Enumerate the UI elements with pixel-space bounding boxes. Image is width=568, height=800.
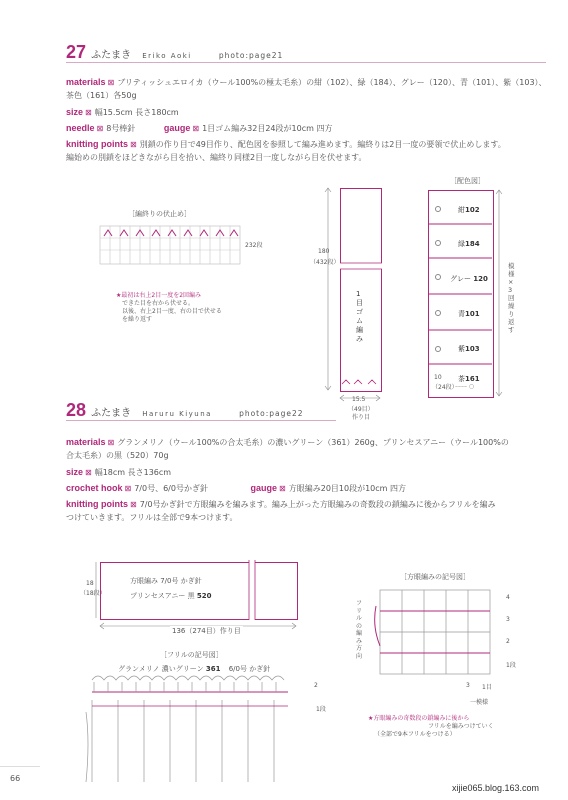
pattern27-number: 27	[66, 42, 87, 62]
stripe-6: 茶161	[458, 375, 480, 383]
gauge-label: gauge	[163, 123, 191, 133]
mesh-note	[368, 715, 494, 739]
stripe-4: 青101	[458, 310, 480, 318]
panel-width: 136（274目）作り目	[172, 627, 241, 635]
bullet-icon: ⊠	[130, 500, 137, 509]
scarf27-cast-on: 作り目	[352, 414, 371, 421]
bindoff-title: ［編終りの伏止め］	[128, 210, 191, 218]
mesh-note-line2: フリルを編みつけていく	[428, 723, 494, 730]
mesh-row-2: 2	[506, 638, 510, 645]
stripe-2: 緑184	[458, 240, 480, 248]
gauge-label: gauge	[250, 483, 278, 493]
scarf27-length: 180	[318, 248, 330, 255]
footer-rule	[0, 766, 40, 767]
hook-label: crochet hook	[66, 483, 123, 493]
pattern27-header	[66, 42, 283, 63]
scarf27-width: 15.5	[352, 396, 366, 403]
stripe-6-marks: –––– ○	[455, 383, 475, 390]
bindoff-note-line3: 以後、右上2目一度、右の目で伏せる	[122, 308, 222, 315]
materials-label: materials	[66, 437, 106, 447]
pattern28-knitting-cont: つけていきます。フリルは全部で9本つけます。	[66, 513, 238, 522]
frill-row-1: 1段	[316, 706, 326, 713]
knitting-text: 別鎖の作り目で49目作り、配色図を参照して編み進めます。編終りは2目一度の要領で伏止めします。	[139, 140, 506, 149]
pattern28-author: Haruru Kiyuna	[142, 410, 212, 418]
gauge-text: 1目ゴム編み32目24段が10cm 四方	[202, 124, 333, 133]
knitting-points-label: knitting points	[66, 499, 128, 509]
scarf27-length-rows: （432段）	[310, 259, 340, 266]
repeat-note: 模様×3回繰り返す	[508, 262, 515, 334]
size-text: 幅18cm 長さ136cm	[94, 468, 172, 477]
stripe-height: 10	[434, 374, 442, 381]
pattern28-materials-cont: 合太毛糸）の黒（520）70g	[66, 451, 169, 460]
mesh-row-3: 3	[506, 616, 510, 623]
size-label: size	[66, 107, 84, 117]
pattern27-knitting-cont: 編始めの別鎖をほどきながら目を拾い、編終り同様2目一度しながら目を伏せます。	[66, 153, 367, 162]
pattern27-needle-gauge	[66, 122, 546, 135]
bindoff-rows: 232段	[245, 242, 263, 249]
needle-text: 8号棒針	[106, 124, 136, 133]
repeat-arrow	[495, 190, 505, 398]
stripe-dot-icon	[435, 310, 441, 316]
bullet-icon: ⊠	[85, 108, 92, 117]
panel-main-label: 方眼編み 7/0号 かぎ針	[130, 577, 202, 585]
scarf27-length-arrow	[322, 188, 334, 392]
frill-row-2: 2	[314, 682, 318, 689]
bullet-icon: ⊠	[85, 468, 92, 477]
bindoff-note-line1: ★最初は右上2目一度を2回編み	[116, 292, 202, 299]
bullet-icon: ⊠	[107, 438, 115, 447]
knitting-points-label: knitting points	[66, 139, 128, 149]
frill-chart-title: ［フリルの記号図］	[160, 651, 223, 659]
bindoff-note-line2: できた目を右から伏せる。	[122, 300, 195, 307]
materials-label: materials	[66, 77, 106, 87]
panel-height: 18	[86, 580, 94, 587]
gauge-text: 方眼編み20目10段が10cm 四方	[288, 484, 407, 493]
pattern27-photo-ref: photo:page21	[218, 51, 284, 60]
bullet-icon: ⊠	[279, 484, 286, 493]
stripe-rows: （24段）	[432, 384, 458, 391]
pattern28-title: ふたまき	[91, 408, 132, 419]
pattern28-rule	[66, 420, 336, 421]
color-chart-dividers	[428, 190, 494, 398]
pattern28-number: 28	[66, 400, 87, 420]
mesh-note-line1: ★方眼編みの奇数段の鎖編みに後から	[368, 715, 470, 722]
size-label: size	[66, 467, 84, 477]
frill-chart	[78, 672, 318, 782]
pattern27-materials	[66, 76, 546, 89]
pattern28-materials	[66, 436, 546, 449]
bindoff-note	[116, 292, 222, 324]
bullet-icon: ⊠	[192, 124, 200, 133]
bullet-icon: ⊠	[96, 124, 104, 133]
materials-text: グランメリノ（ウール100%の合太毛糸）の濃いグリーン（361）260g、プリンセスアニー（ウール100%の	[117, 438, 509, 447]
mesh-row-1: 1段	[506, 662, 516, 669]
knitting-text: 7/0号かぎ針で方眼編みを編みます。編み上がった方眼編みの奇数段の鎖編みに後からフリルを編み	[139, 500, 496, 509]
mesh-bottom-b: 1目	[482, 684, 492, 691]
pattern27-title: ふたまき	[91, 50, 132, 61]
needle-label: needle	[66, 123, 95, 133]
hook-text: 7/0号、6/0号かぎ針	[134, 484, 208, 493]
stripe-1: 紺102	[458, 206, 480, 214]
mesh-side-note: フリルの編み方向	[356, 600, 363, 660]
credit-text: xijie065.blog.163.com	[452, 783, 540, 793]
pattern28-size	[66, 466, 546, 479]
frill-yarn-label: グランメリノ 濃いグリーン 361 6/0号 かぎ針	[118, 665, 271, 673]
pattern27-rule	[66, 62, 546, 63]
stripe-dot-icon	[435, 240, 441, 246]
panel-frill-label: プリンセスアニー 黒 520	[130, 592, 212, 600]
bindoff-note-line4: を繰り返す	[122, 316, 153, 323]
pattern28-photo-ref: photo:page22	[239, 409, 304, 418]
stripe-3: グレー 120	[450, 275, 488, 283]
mesh-bottom-a: 3	[466, 682, 470, 689]
pattern28-hook-gauge	[66, 482, 546, 495]
mesh-chart-title: ［方眼編みの記号図］	[400, 573, 470, 581]
panel-rows: （18段）	[80, 590, 106, 597]
mesh-chart	[372, 586, 504, 680]
pattern27-materials-cont: 茶色（161）各50g	[66, 91, 137, 100]
scarf27-width-sts: （49目）	[348, 406, 374, 413]
mesh-repeat: 一模様	[470, 699, 489, 706]
pattern28-knitting-points	[66, 498, 546, 511]
size-text: 幅15.5cm 長さ180cm	[94, 108, 179, 117]
stripe-dot-icon	[435, 274, 441, 280]
stripe-dot-icon	[435, 346, 441, 352]
bullet-icon: ⊠	[130, 140, 137, 149]
pattern27-size	[66, 106, 546, 119]
pattern27-author: Eriko Aoki	[142, 52, 192, 60]
mesh-row-4: 4	[506, 594, 510, 601]
pattern27-knitting-points	[66, 138, 546, 151]
bullet-icon: ⊠	[124, 484, 132, 493]
color-chart-title: ［配色図］	[450, 177, 485, 185]
stripe-5: 紫103	[458, 345, 480, 353]
bindoff-chart	[100, 224, 250, 270]
pattern28-header	[66, 400, 304, 421]
page-number: 66	[10, 774, 21, 783]
mesh-note-line3: （全部で9本フリルをつける）	[374, 731, 456, 738]
materials-text: ブリティッシュエロイカ（ウール100%の極太毛糸）の紺（102）、緑（184）、グレー（120）、青（101）、紫（103）、	[117, 78, 547, 87]
scarf27-center-label: 1目ゴム編み	[356, 290, 363, 343]
stripe-dot-icon	[435, 206, 441, 212]
bullet-icon: ⊠	[107, 78, 115, 87]
